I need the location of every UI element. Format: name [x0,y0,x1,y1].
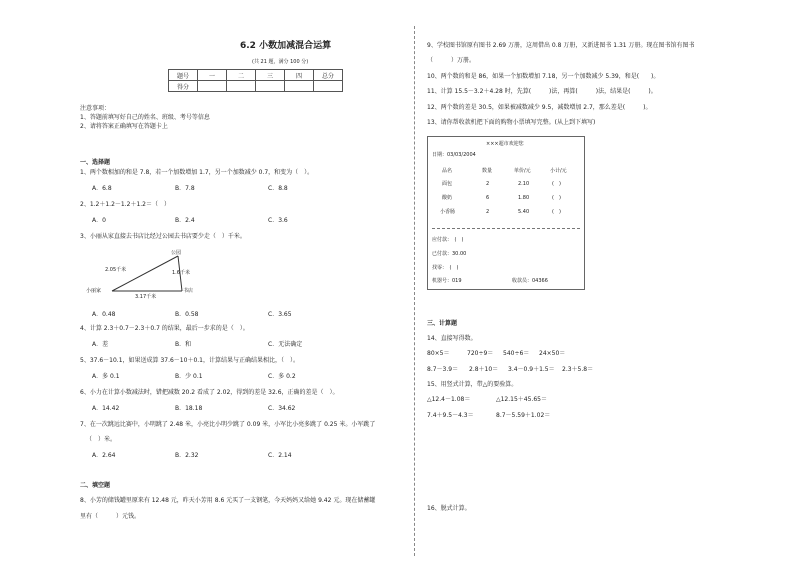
column-divider [414,26,415,556]
receipt-amount-paid: 已付款：30.00 [432,251,467,257]
section-heading: 二、填空题 [80,482,111,489]
option-b: B．少 0.1 [175,373,203,380]
question-text: 13、请你帮收款机把下面的购物小票填写完整。(从上到下填写) [427,119,596,126]
question-text: 12、两个数的差是 30.5，如果被减数减少 9.5，减数增加 2.7，那么差是( )。 [427,104,652,111]
calc-item: △12.15＋45.65＝ [496,396,547,403]
option-c: C．多 0.2 [268,373,296,380]
option-b: B．和 [175,341,192,348]
score-cell [198,81,227,92]
question-text: 2、1.2＋1.2－1.2＋1.2＝（ ） [80,201,170,208]
option-a: A．14.42 [92,405,120,412]
receipt-col-header: 小计/元 [550,168,567,174]
calc-item: 720÷9＝ [467,350,494,357]
score-cell: 得分 [169,81,198,92]
section-heading: 三、计算题 [427,320,458,327]
distance-home-store: 3.17千米 [135,294,157,300]
receipt-item-price: 1.80 [518,195,530,201]
question-text: 8、小芳的储钱罐里原来有 12.48 元，昨天小芳用 8.6 元买了一支钢笔，今天妈妈又给她 9.42 元。现在储蓄罐 [80,497,376,504]
receipt-separator [432,228,580,229]
score-cell [285,81,314,92]
notice-heading: 注意事项： [80,105,111,112]
score-table-score-row [169,81,343,92]
calc-item: 7.4＋9.5－4.3＝ [427,412,474,419]
receipt-machine-no: 机器号：019 [432,278,462,284]
calc-item: 8.7－3.9＝ [427,366,459,373]
option-c: C．3.65 [268,311,292,318]
option-c: C．2.14 [268,452,292,459]
question-text: 7、在一次跳远比赛中，小明跳了 2.48 米，小亮比小明少跳了 0.09 米，小军比小亮多跳了 0.25 米。小军跳了 [80,421,376,428]
question-text: 6、小力在计算小数减法时，错把减数 20.2 看成了 2.02，得到的差是 32.6，正确的差是（ ）。 [80,389,339,396]
score-cell: 四 [285,70,314,81]
option-a: A．多 0.1 [92,373,120,380]
calc-item: 8.7－5.59＋1.02＝ [496,412,551,419]
label-home: 小丽家 [86,288,102,294]
receipt-change: 找零： ( ) [432,265,459,271]
distance-park-store: 1.6千米 [172,270,190,276]
label-park: 公园 [171,250,182,256]
question-text: 9、学校图书馆原有图书 2.69 万册，这周借出 0.8 万册，又新进图书 1.31 万册。现在图书馆有图书 [427,42,695,49]
receipt-item-name: 面包 [442,181,453,187]
calc-item: 2.8＋10＝ [469,366,499,373]
score-cell [256,81,285,92]
score-cell [227,81,256,92]
score-table-header-row [169,70,343,81]
option-b: B．0.58 [175,311,199,318]
question-text: 3、小丽从家直接去书店比经过公园去书店要少走（ ）千米。 [80,233,246,240]
page-title: 6.2 小数加减混合运算 [240,41,332,51]
receipt-item-subtotal: ( ) [552,195,561,201]
option-c: C．8.8 [268,185,288,192]
option-a: A．0.48 [92,311,116,318]
receipt-amount-due: 应付款： ( ) [432,237,464,243]
score-table [168,69,343,92]
option-c: C．无法确定 [268,341,303,348]
section-heading: 一、选择题 [80,159,111,166]
question-text-continued: （ ）米。 [86,436,117,443]
score-cell: 二 [227,70,256,81]
receipt-item-qty: 2 [486,209,490,215]
receipt-item-qty: 2 [486,181,490,187]
option-c: C．34.62 [268,405,296,412]
receipt-col-header: 品名 [442,168,453,174]
option-a: A．6.8 [92,185,112,192]
calc-item: 24×50＝ [539,350,566,357]
receipt-date: 日期：03/03/2004 [432,152,476,158]
question-text: 16、脱式计算。 [427,505,471,512]
option-b: B．18.18 [175,405,203,412]
calc-item: △12.4－1.08＝ [427,396,471,403]
notice-item: 1、答题前填写好自己的姓名、班级、考号等信息 [80,114,210,121]
label-store: 书店 [183,288,194,294]
receipt-cashier-no: 收款员：04366 [512,278,548,284]
question-text-continued: （ ）万册。 [427,57,476,64]
score-cell: 一 [198,70,227,81]
calc-item: 3.4－0.9＋1.5＝ [508,366,555,373]
receipt-col-header: 单价/元 [514,168,531,174]
question-text: 14、直接写得数。 [427,335,477,342]
receipt-item-subtotal: ( ) [552,209,561,215]
score-cell: 题号 [169,70,198,81]
option-b: B．7.8 [175,185,195,192]
option-a: A．0 [92,217,106,224]
notice-item: 2、请将答案正确填写在答题卡上 [80,123,168,130]
option-c: C．3.6 [268,217,288,224]
score-cell: 三 [256,70,285,81]
shopping-receipt [427,136,585,290]
receipt-item-price: 5.40 [518,209,530,215]
receipt-item-price: 2.10 [518,181,530,187]
receipt-item-name: 酸奶 [442,195,453,201]
receipt-item-subtotal: ( ) [552,181,561,187]
option-b: B．2.32 [175,452,199,459]
page-subtitle: (共 21 题，满分 100 分) [252,59,309,65]
receipt-title: ×××超市欢迎您 [486,141,524,147]
calc-item: 80×5＝ [427,350,450,357]
score-cell: 总分 [314,70,343,81]
distance-home-park: 2.05千米 [105,267,127,273]
receipt-item-name: 小香肠 [440,209,456,215]
score-cell [314,81,343,92]
question-text: 1、两个数相加的和是 7.8，若一个加数增加 1.7，另一个加数减少 0.7，和变为（ ）。 [80,169,314,176]
question-text: 5、37.6－10.1，如果送成算 37.6－10＋0.1，计算结果与正确结果相比，（ ）。 [80,357,299,364]
option-b: B．2.4 [175,217,195,224]
question-text: 15、用竖式计算，带△的要验算。 [427,381,518,388]
calc-item: 540÷6＝ [503,350,530,357]
calc-item: 2.3＋5.8＝ [562,366,594,373]
receipt-col-header: 数量 [482,168,493,174]
receipt-item-qty: 6 [486,195,490,201]
question-text-continued: 里有（ ）元钱。 [80,513,141,520]
option-a: A．2.64 [92,452,116,459]
question-text: 10、两个数的和是 86，如果一个加数增加 7.18，另一个加数减少 5.39，和是( )。 [427,73,660,80]
question-text: 11、计算 15.5－3.2＋4.28 时，先算( )法，再算( )法，结果是( )。 [427,88,657,95]
question-text: 4、计算 2.3＋0.7－2.3＋0.7 的结果，最后一步求的是（ ）。 [80,325,249,332]
option-a: A．差 [92,341,109,348]
